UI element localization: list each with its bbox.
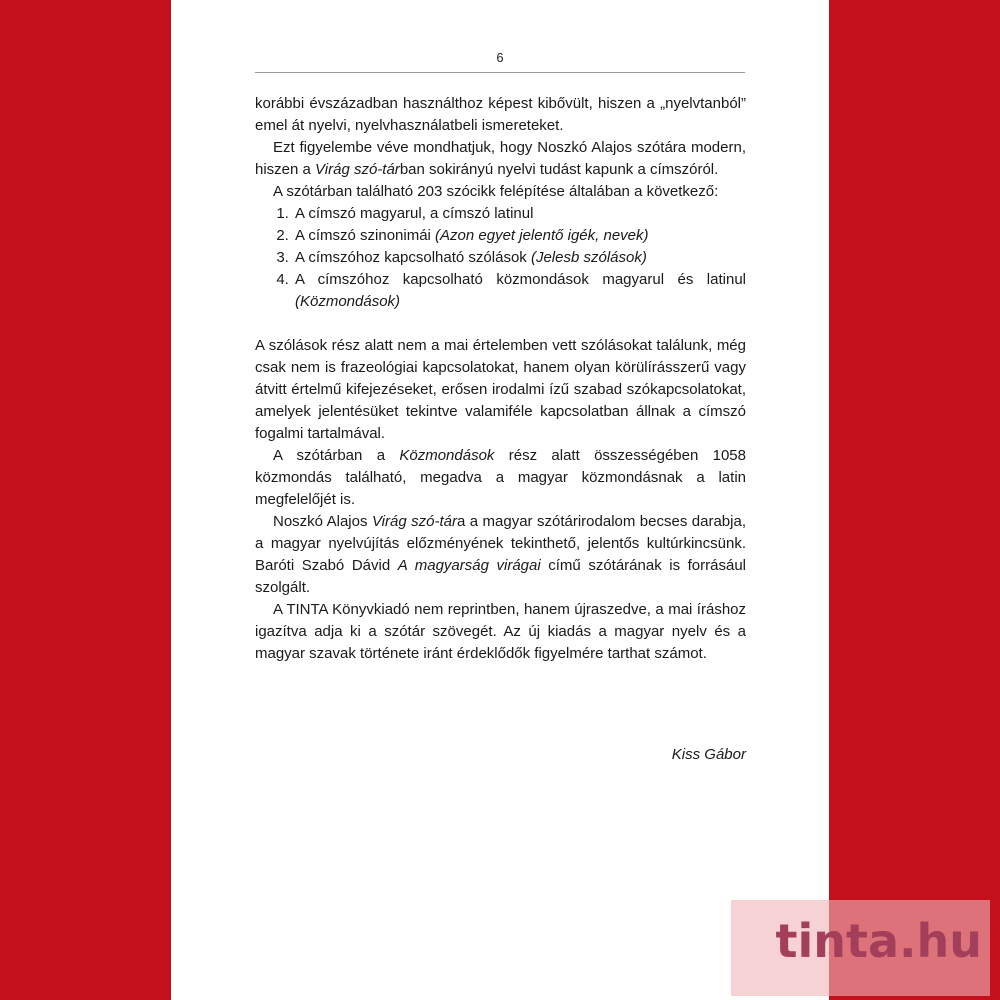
- structure-list: [255, 203, 746, 313]
- book-page: [171, 0, 829, 1000]
- paragraph-2: [255, 137, 746, 181]
- paragraph-1: korábbi évszázadban használthoz képest kibővült, hiszen a „nyelvtanból” emel át nyelvi, nyelvhasználatbeli ismereteket.: [255, 95, 746, 134]
- list-item: 3. A címszóhoz kapcsolható szólások (Jelesb szólások): [293, 247, 746, 269]
- list-item: 4. A címszóhoz kapcsolható közmondások magyarul és latinul (Közmondások): [293, 269, 746, 313]
- paragraph-4: A szólások rész alatt nem a mai értelemben vett szólásokat találunk, még csak nem is frazeológiai kapcsolatokat, hanem olyan körülírásszerű vagy átvitt értelmű kifejezéseket, erősen irodalmi ízű szabad szókapcsolatokat, amelyek jelentésüket tekintve valamiféle kapcsolatban állnak a címszó fogalmi tartalmával.: [255, 337, 746, 442]
- paragraph-2-text-a: Ezt figyelembe véve mondhatjuk, hogy Noszkó Alajos szótára modern, hiszen a: [255, 139, 746, 178]
- list-item: 1. A címszó magyarul, a címszó latinul: [293, 203, 746, 225]
- page-number: 6: [496, 50, 504, 65]
- paragraph-2-title-italic: Virág szó-tár: [315, 161, 400, 178]
- paragraph-3: A szótárban található 203 szócikk felépítése általában a következő:: [273, 183, 719, 200]
- site-watermark: [731, 900, 990, 996]
- paragraph-6: Noszkó Alajos Virág szó-tára a magyar szótárirodalom becses darabja, a magyar nyelvújítás előzményének tekinthető, jelentős kultúrkincsünk. Baróti Szabó Dávid A magyarság virágai című szótárának is forrásául szolgált.: [255, 513, 746, 596]
- watermark-text: tinta.hu: [775, 914, 982, 968]
- page-header: [255, 50, 745, 73]
- paragraph-2-text-b: ban sokirányú nyelvi tudást kapunk a címszóról.: [399, 161, 719, 178]
- paragraph-7: A TINTA Könyvkiadó nem reprintben, hanem újraszedve, a mai íráshoz igazítva adja ki a szótár szövegét. Az új kiadás a magyar nyelv és a magyar szavak története iránt érdeklődők figyelmére tarthat számot.: [255, 601, 746, 662]
- paragraph-gap: [255, 313, 746, 335]
- list-item: 2. A címszó szinonimái (Azon egyet jelentő igék, nevek): [293, 225, 746, 247]
- page-body: [255, 93, 746, 665]
- paragraph-5: A szótárban a Közmondások rész alatt összességében 1058 közmondás található, megadva a magyar közmondásnak a latin megfelelőjét is.: [255, 447, 746, 508]
- author-signature: Kiss Gábor: [671, 746, 746, 763]
